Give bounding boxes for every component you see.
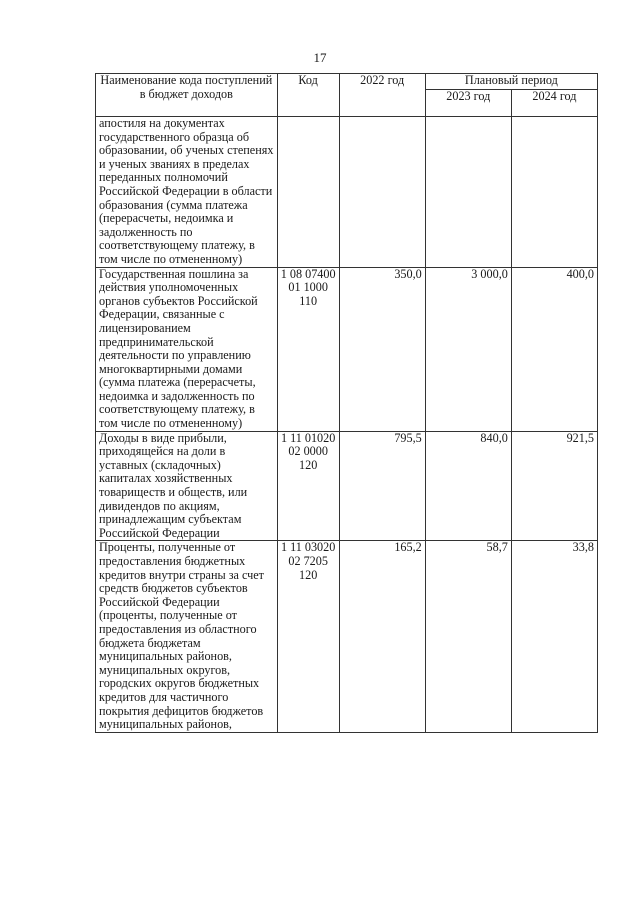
row-value-2024: 921,5 — [511, 431, 597, 541]
code-part: 01 1000 — [288, 280, 328, 295]
header-2024: 2024 год — [511, 90, 597, 117]
page-number: 17 — [313, 50, 327, 65]
code-part: 120 — [299, 567, 318, 582]
row-name: Государственная пошлина за действия уполномоченных органов субъектов Российской Федерации, связанные с лицензированием предпринимательской деятельности по управлению многоквартирными домами (сумма платежа (перерасчеты, недоимка и задолженность по соответствующему платежу, в том числе по отмененному) — [96, 267, 278, 431]
row-value-2024 — [511, 117, 597, 268]
row-value-2023: 58,7 — [425, 541, 511, 732]
code-part: 120 — [299, 457, 318, 472]
table-row — [96, 267, 598, 431]
revenue-table — [95, 73, 598, 733]
code-part: 1 11 03020 — [280, 540, 336, 555]
row-value-2022: 795,5 — [339, 431, 425, 541]
table-row — [96, 541, 598, 732]
row-value-2023: 840,0 — [425, 431, 511, 541]
row-code — [277, 267, 339, 431]
code-part: 02 7205 — [288, 554, 328, 568]
table-row — [96, 431, 598, 541]
header-2022: 2022 год — [339, 74, 425, 117]
row-name: апостиля на документах государственного образца об образовании, об ученых степенях и ученых званиях в пределах переданных полномочий Российской Федерации в области образования (сумма платежа (перерасчеты, недоимка и задолженность по соответствующему платежу, в том числе по отмененному) — [96, 117, 278, 268]
row-name: Доходы в виде прибыли, приходящейся на доли в уставных (складочных) капиталах хозяйственных товариществ и обществ, или дивидендов по акциям, принадлежащим субъектам Российской Федерации — [96, 431, 278, 541]
table-row — [96, 117, 598, 268]
code-part: 110 — [299, 293, 318, 308]
row-code — [277, 541, 339, 732]
row-code — [277, 431, 339, 541]
row-value-2024: 400,0 — [511, 267, 597, 431]
row-name: Проценты, полученные от предоставления бюджетных кредитов внутри страны за счет средств бюджетов субъектов Российской Федерации (проценты, полученные от предоставления из областного бюджета бюджетам муниципальных районов, муниципальных округов, городских округов бюджетных кредитов для частичного покрытия дефицитов бюджетов муниципальных районов, — [96, 541, 278, 732]
row-value-2022: 350,0 — [339, 267, 425, 431]
row-code — [277, 117, 339, 268]
row-value-2023: 3 000,0 — [425, 267, 511, 431]
row-value-2023 — [425, 117, 511, 268]
code-part: 02 0000 — [288, 444, 328, 459]
code-part: 1 08 07400 — [280, 266, 336, 281]
header-plan-period: Плановый период — [425, 74, 597, 90]
header-2023: 2023 год — [425, 90, 511, 117]
row-value-2022 — [339, 117, 425, 268]
code-part: 1 11 01020 — [280, 430, 336, 445]
row-value-2024: 33,8 — [511, 541, 597, 732]
header-code: Код — [277, 74, 339, 117]
row-value-2022: 165,2 — [339, 541, 425, 732]
header-name: Наименование кода поступлений в бюджет доходов — [96, 74, 278, 117]
